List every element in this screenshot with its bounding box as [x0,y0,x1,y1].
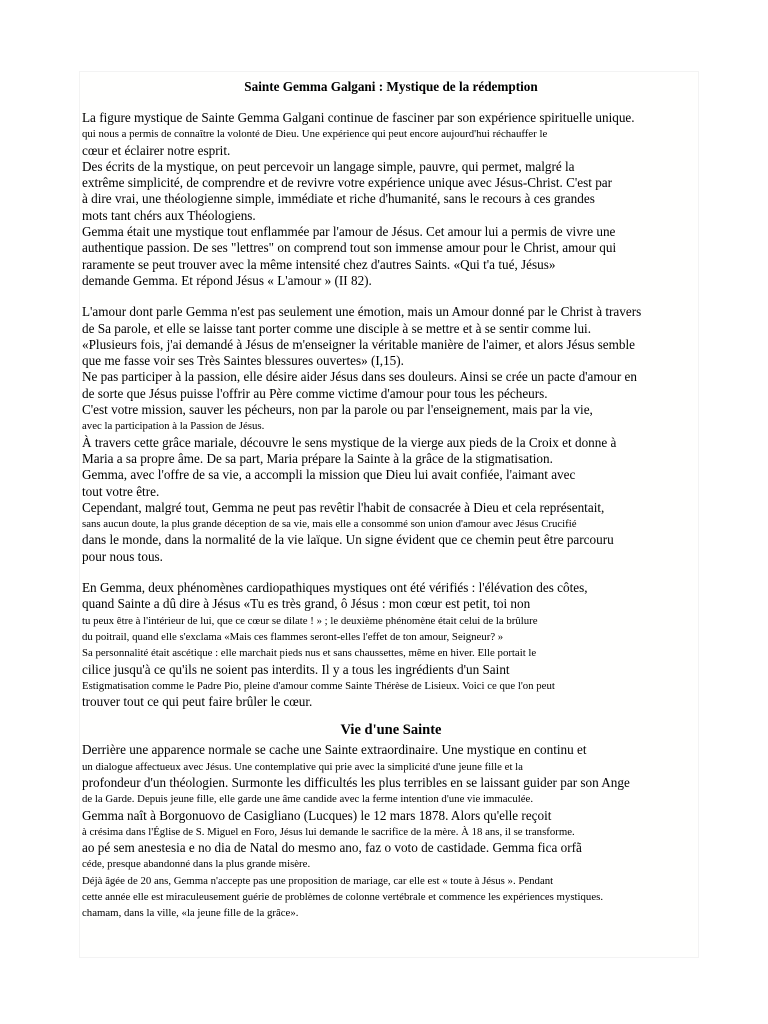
text-line: à dire vrai, une théologienne simple, immédiate et riche d'humanité, sans le recours à ces grandes [82,191,595,207]
text-line: Derrière une apparence normale se cache une Sainte extraordinaire. Une mystique en continu et [82,742,587,758]
document-page [80,72,698,957]
text-line: Cependant, malgré tout, Gemma ne peut pas revêtir l'habit de consacrée à Dieu et cela représentait, [82,499,605,515]
text-line: cœur et éclairer notre esprit. [82,142,231,158]
text-line: Déjà âgée de 20 ans, Gemma n'accepte pas une proposition de mariage, car elle est « toute à Jésus ». Pendant [82,874,554,887]
section-title-vie: Vie d'une Sainte [340,722,442,739]
text-line: ao pé sem anestesia e no dia de Natal do mesmo ano, faz o voto de castidade. Gemma fica orfã [82,840,582,856]
text-line: C'est votre mission, sauver les pécheurs, non par la parole ou par l'enseignement, mais par la vie, [82,402,593,418]
text-line: sans aucun doute, la plus grande déception de sa vie, mais elle a consommé son union d'amour avec Jésus Crucifié [82,518,577,531]
text-line: Gemma, avec l'offre de sa vie, a accompli la mission que Dieu lui avait confiée, l'aimant avec [82,467,576,483]
text-line: Maria a sa propre âme. De sa part, Maria prépare la Sainte à la grâce de la stigmatisation. [82,450,553,466]
text-line: authentique passion. De ses "lettres" on comprend tout son immense amour pour le Christ, amour qui [82,240,617,256]
text-line: «Plusieurs fois, j'ai demandé à Jésus de m'enseigner la véritable manière de l'aimer, et alors Jésus semble [82,336,635,352]
text-line: extrême simplicité, de comprendre et de revivre votre expérience unique avec Jésus-Christ. C'est par [82,175,613,191]
document-title: Sainte Gemma Galgani : Mystique de la rédemption [244,79,538,94]
paragraph-phenomena [82,580,700,710]
paragraph-gap [82,289,700,304]
text-line: tu peux être à l'intérieur de lui, que ce cœur se dilate ! » ; le deuxième phénomène était celui de la brûlure [82,614,538,627]
text-line: quand Sainte a dû dire à Jésus «Tu es très grand, ô Jésus : mon cœur est petit, toi non [82,596,531,612]
text-line: de la Garde. Depuis jeune fille, elle garde une âme candide avec la ferme intention d'une vie immaculée. [82,793,534,806]
text-line: céde, presque abandonné dans la plus grande misère. [82,858,311,871]
text-line: cette année elle est miraculeusement guérie de problèmes de colonne vertébrale et commence les expériences mystiques. [82,891,604,904]
text-line: pour nous tous. [82,548,163,564]
paragraph-love [82,304,700,565]
text-line: avec la participation à la Passion de Jésus. [82,420,265,433]
text-line: de sorte que Jésus puisse l'offrir au Père comme victime d'amour pour tous les pécheurs. [82,385,548,401]
text-line: L'amour dont parle Gemma n'est pas seulement une émotion, mais un Amour donné par le Christ à travers [82,304,642,320]
document-content [80,72,700,922]
text-line: qui nous a permis de connaître la volonté de Dieu. Une expérience qui peut encore aujourd'hui réchauffer le [82,128,548,141]
text-line: raramente se peut trouver avec la même intensité chez d'autres Saints. «Qui t'a tué, Jésus» [82,256,556,272]
text-line: mots tant chérs aux Théologiens. [82,207,256,223]
text-line: que me fasse voir ses Très Saintes blessures ouvertes» (I,15). [82,353,404,369]
text-line: un dialogue affectueux avec Jésus. Une contemplative qui prie avec la simplicité d'une jeune fille et la [82,760,523,773]
paragraph-intro [82,110,700,289]
text-line: Des écrits de la mystique, on peut percevoir un langage simple, pauvre, qui permet, malgré la [82,158,575,174]
text-line: Ne pas participer à la passion, elle désire aider Jésus dans ses douleurs. Ainsi se crée un pacte d'amour en [82,369,637,385]
text-line: Gemma était une mystique tout enflammée par l'amour de Jésus. Cet amour lui a permis de vivre une [82,224,616,240]
text-line: Sa personnalité était ascétique : elle marchait pieds nus et sans chaussettes, même en hiver. Elle portait le [82,647,537,660]
text-line: du poitrail, quand elle s'exclama «Mais ces flammes seront-elles l'effet de ton amour, Seigneur? » [82,630,504,643]
text-line: cilice jusqu'à ce qu'ils ne soient pas interdits. Il y a tous les ingrédients d'un Saint [82,661,510,677]
text-line: tout votre être. [82,483,160,499]
text-line: Gemma naît à Borgonuovo de Casigliano (Lucques) le 12 mars 1878. Alors qu'elle reçoit [82,807,552,823]
paragraph-life [82,742,700,921]
text-line: profondeur d'un théologien. Surmonte les difficultés les plus terribles en se laissant guider par son Ange [82,774,630,790]
text-line: La figure mystique de Sainte Gemma Galgani continue de fasciner par son expérience spirituelle unique. [82,110,635,125]
text-line: À travers cette grâce mariale, découvre le sens mystique de la vierge aux pieds de la Croix et donne à [82,434,617,450]
text-line: dans le monde, dans la normalité de la vie laïque. Un signe évident que ce chemin peut être parcouru [82,532,614,548]
text-line: En Gemma, deux phénomènes cardiopathiques mystiques ont été vérifiés : l'élévation des côtes, [82,580,588,596]
text-line: Estigmatisation comme le Padre Pio, pleine d'amour comme Sainte Thérèse de Lisieux. Voici ce que l'on peut [82,679,555,692]
text-line: chamam, dans la ville, «la jeune fille de la grâce». [82,907,299,920]
text-line: de Sa parole, et elle se laisse tant porter comme une disciple à se mettre et à se sentir comme lui. [82,320,592,336]
paragraph-gap [82,565,700,580]
text-line: demande Gemma. Et répond Jésus « L'amour » (II 82). [82,272,372,288]
text-line: trouver tout ce qui peut faire brûler le cœur. [82,694,313,710]
text-line: à crésima dans l'Église de S. Miguel en Foro, Jésus lui demande le sacrifice de la mère. À 18 ans, il se transforme. [82,825,575,838]
